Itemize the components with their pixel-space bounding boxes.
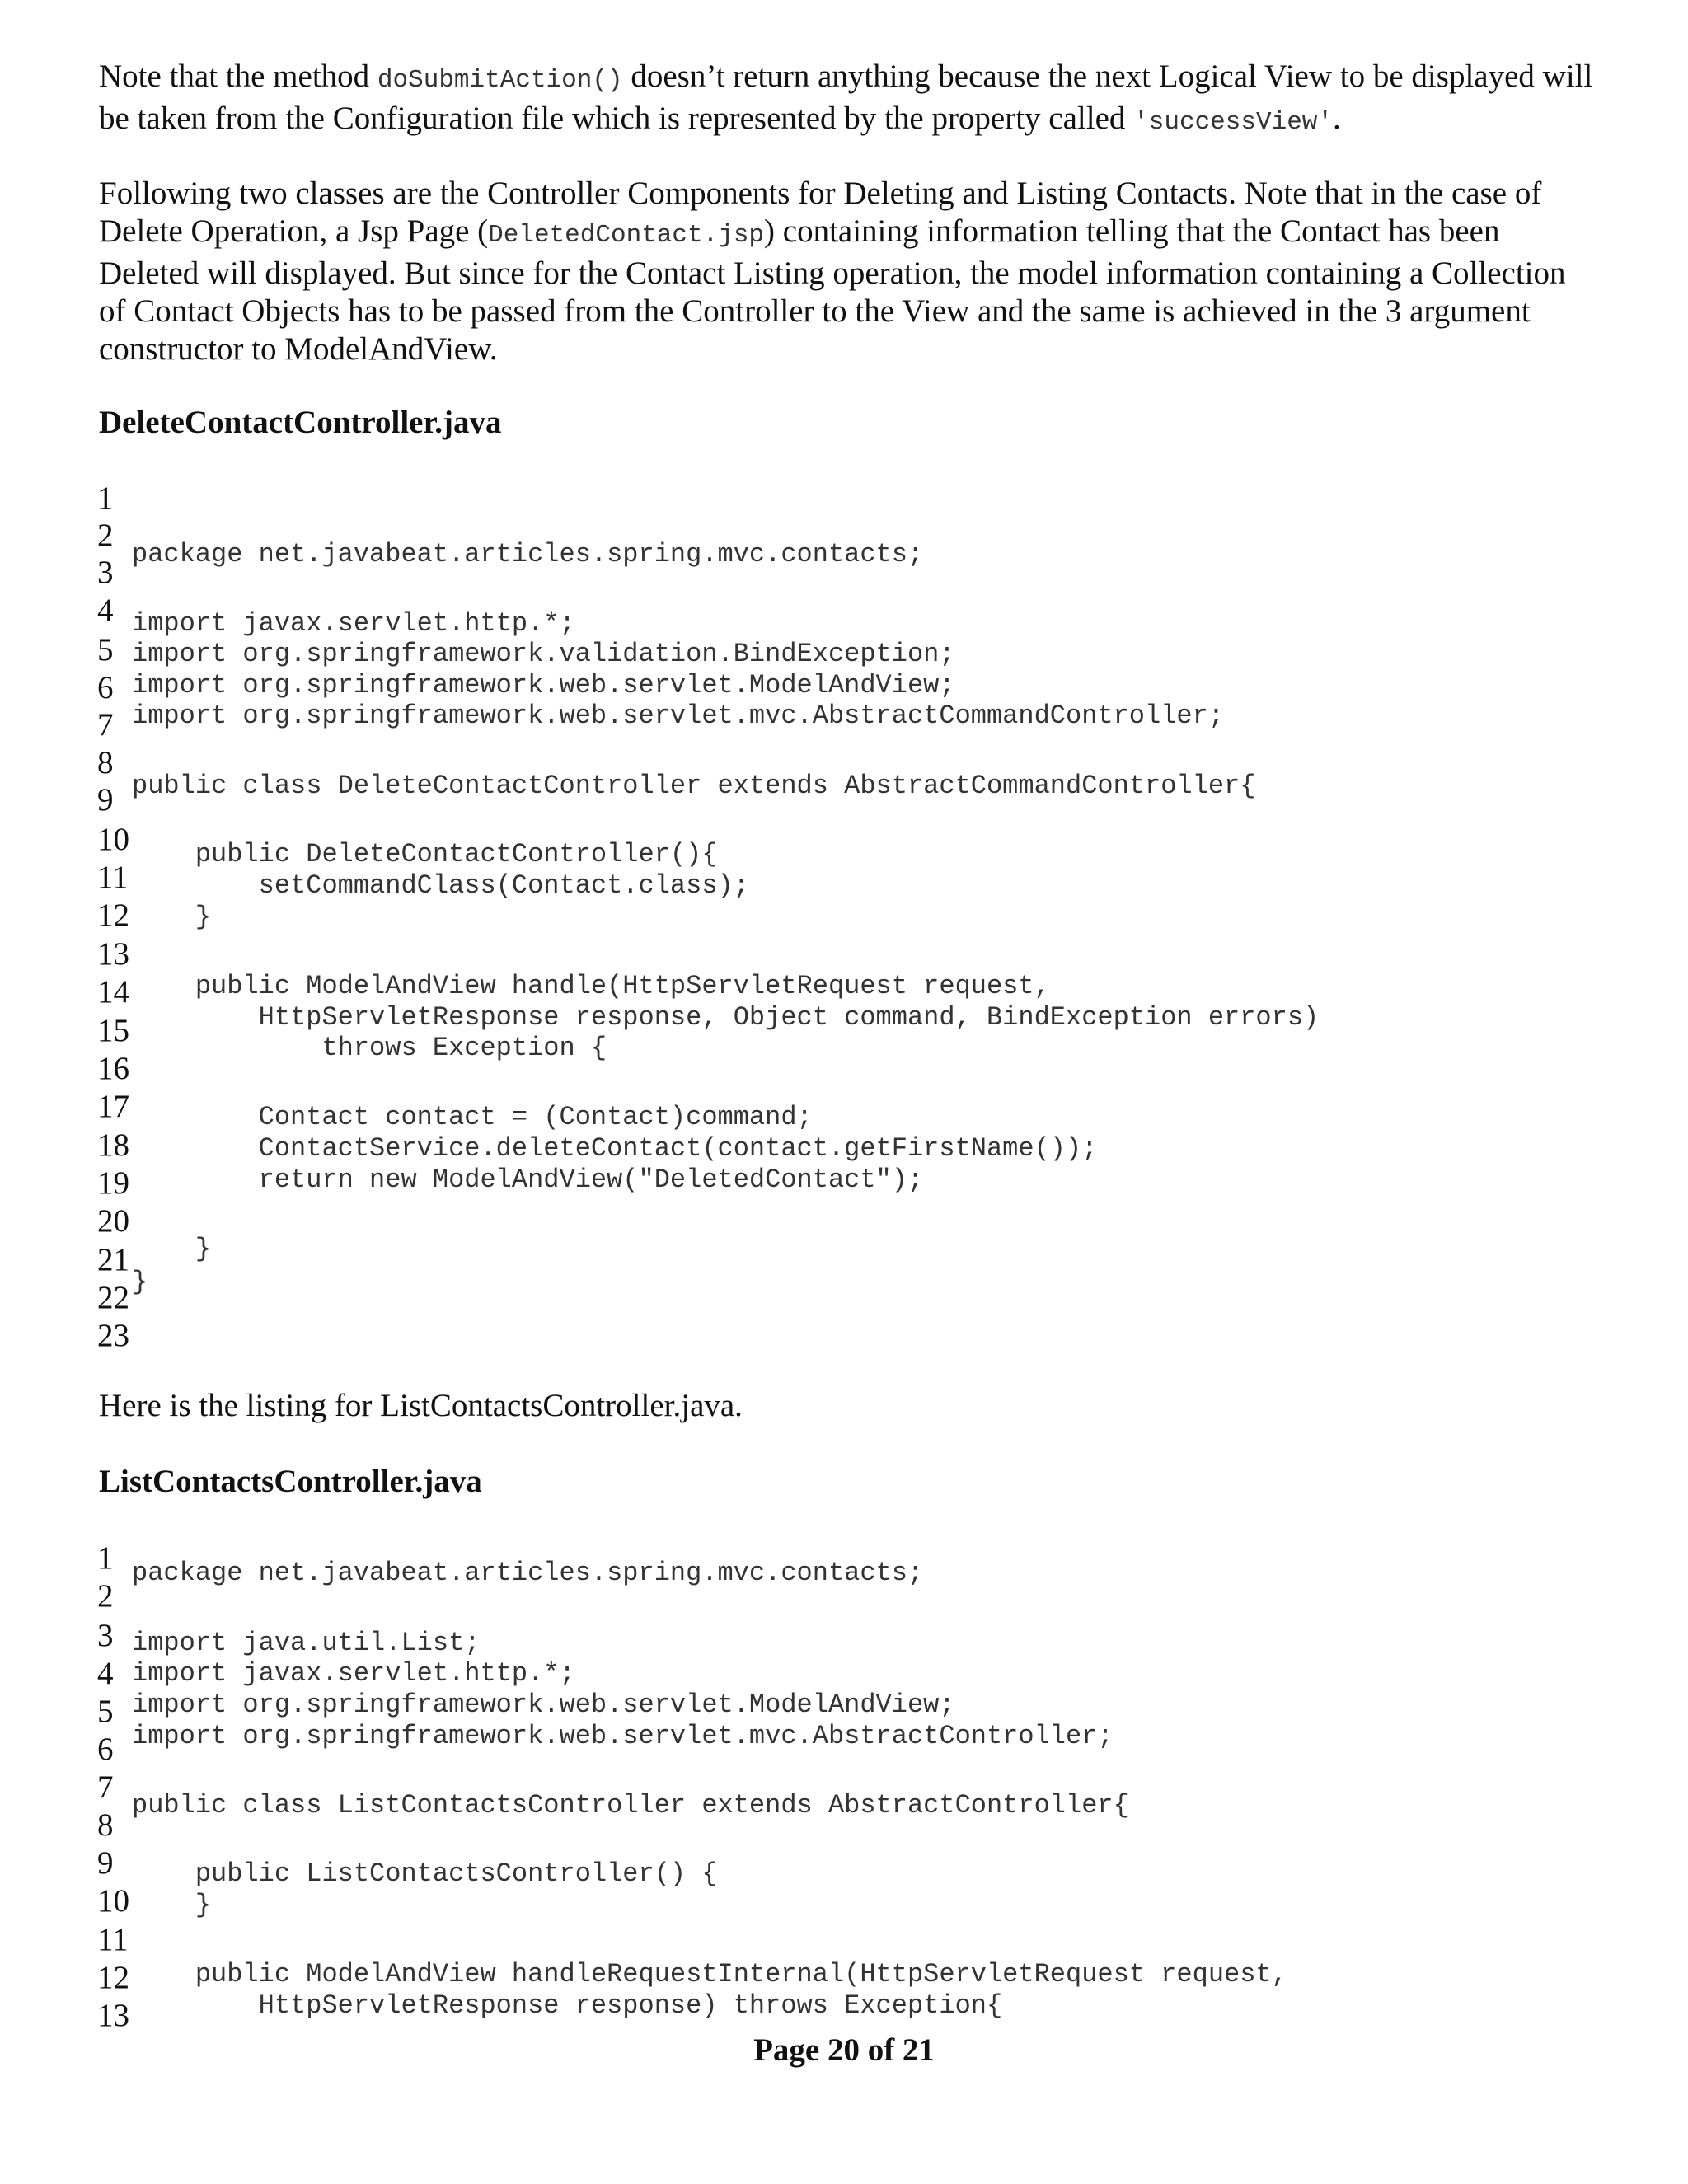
line-number: 15 xyxy=(97,1013,129,1048)
line-number: 23 xyxy=(97,1318,129,1353)
line-number: 10 xyxy=(97,822,129,857)
line-number: 18 xyxy=(97,1127,129,1163)
inline-code: doSubmitAction() xyxy=(377,66,623,95)
intro-paragraph-1 xyxy=(99,58,1599,142)
code-line: import org.springframework.validation.BindException; xyxy=(132,639,955,669)
line-number: 8 xyxy=(97,1807,114,1843)
code-line: public ListContactsController() { xyxy=(132,1858,718,1889)
code-line: } xyxy=(132,1234,212,1264)
text-run: Following two classes are the Controller Components for Deleting and Listing Contacts. Note that in the case of Delete Operation, a Jsp Page ( xyxy=(99,176,1542,249)
code-line: import org.springframework.web.servlet.ModelAndView; xyxy=(132,670,955,701)
inline-code: DeletedContact.jsp xyxy=(488,221,765,250)
code-line: } xyxy=(132,1267,148,1297)
code-line: package net.javabeat.articles.spring.mvc.contacts; xyxy=(132,539,924,569)
code-line: public ModelAndView handle(HttpServletRequest request, xyxy=(132,971,1050,1001)
line-number: 2 xyxy=(97,518,114,553)
line-number: 9 xyxy=(97,782,114,818)
line-number: 11 xyxy=(97,1922,129,1957)
line-number: 7 xyxy=(97,707,114,743)
code-line: } xyxy=(132,1890,212,1920)
line-number: 19 xyxy=(97,1165,129,1201)
inline-code: 'successView' xyxy=(1133,108,1334,137)
text-run: ) containing information telling that the Contact has been Deleted will displayed. But since for the Contact Listing operation, the model information containing a Collection of Contact Objects has to be passed from the Controller to the View and the same is achieved in the 3 argument constructor to ModelAndView. xyxy=(99,213,1566,367)
intro-paragraph-2 xyxy=(99,175,1599,368)
line-number: 14 xyxy=(97,974,129,1010)
line-number: 3 xyxy=(97,1618,114,1653)
line-number: 22 xyxy=(97,1280,129,1315)
line-number: 16 xyxy=(97,1051,129,1086)
code-line: public ModelAndView handleRequestInternal(HttpServletRequest request, xyxy=(132,1959,1287,1990)
line-number: 12 xyxy=(97,1960,129,1995)
line-number: 3 xyxy=(97,555,114,590)
line-number: 12 xyxy=(97,898,129,933)
code-line: public class ListContactsController extends AbstractController{ xyxy=(132,1790,1129,1821)
code-line: ContactService.deleteContact(contact.getFirstName()); xyxy=(132,1133,1098,1164)
line-number: 5 xyxy=(97,1694,114,1729)
line-number: 17 xyxy=(97,1089,129,1124)
code-line: setCommandClass(Contact.class); xyxy=(132,870,749,901)
delete-controller-heading: DeleteContactController.java xyxy=(99,405,502,440)
code-line: import javax.servlet.http.*; xyxy=(132,1658,575,1689)
line-number: 13 xyxy=(97,936,129,972)
line-number: 11 xyxy=(97,860,129,895)
line-number: 1 xyxy=(97,480,114,516)
code-line: import org.springframework.web.servlet.mvc.AbstractController; xyxy=(132,1721,1114,1751)
code-line: import java.util.List; xyxy=(132,1628,481,1658)
code-line: throws Exception { xyxy=(132,1033,607,1063)
line-number: 1 xyxy=(97,1540,114,1576)
list-controller-heading: ListContactsController.java xyxy=(99,1464,482,1499)
line-number: 6 xyxy=(97,670,114,705)
text-run: doesn’t return anything because the next Logical View to be displayed will be taken from the Configuration file which is represented by the property called xyxy=(99,59,1593,136)
code-line: } xyxy=(132,902,212,932)
line-number: 7 xyxy=(97,1769,114,1805)
line-number: 4 xyxy=(97,593,114,628)
code-line: return new ModelAndView("DeletedContact"); xyxy=(132,1165,924,1195)
line-number: 10 xyxy=(97,1883,129,1919)
code-line: HttpServletResponse response) throws Exception{ xyxy=(132,1990,1003,2021)
text-run: Note that the method xyxy=(99,59,377,94)
line-number: 2 xyxy=(97,1578,114,1614)
list-intro-paragraph: Here is the listing for ListContactsController.java. xyxy=(99,1388,743,1423)
line-number: 20 xyxy=(97,1203,129,1239)
line-number: 21 xyxy=(97,1242,129,1277)
code-line: package net.javabeat.articles.spring.mvc.contacts; xyxy=(132,1558,924,1588)
code-line: HttpServletResponse response, Object command, BindException errors) xyxy=(132,1002,1320,1033)
line-number: 4 xyxy=(97,1656,114,1691)
code-line: import org.springframework.web.servlet.ModelAndView; xyxy=(132,1690,955,1720)
line-number: 6 xyxy=(97,1732,114,1767)
code-line: public class DeleteContactController extends AbstractCommandController{ xyxy=(132,771,1256,801)
text-run: . xyxy=(1333,101,1341,136)
code-line: import javax.servlet.http.*; xyxy=(132,608,575,639)
code-line: import org.springframework.web.servlet.mvc.AbstractCommandController; xyxy=(132,701,1225,731)
line-number: 5 xyxy=(97,632,114,668)
line-number: 13 xyxy=(97,1998,129,2033)
page-footer: Page 20 of 21 xyxy=(753,2032,935,2068)
line-number: 8 xyxy=(97,745,114,780)
code-line: public DeleteContactController(){ xyxy=(132,839,718,869)
code-line: Contact contact = (Contact)command; xyxy=(132,1102,813,1132)
line-number: 9 xyxy=(97,1845,114,1881)
